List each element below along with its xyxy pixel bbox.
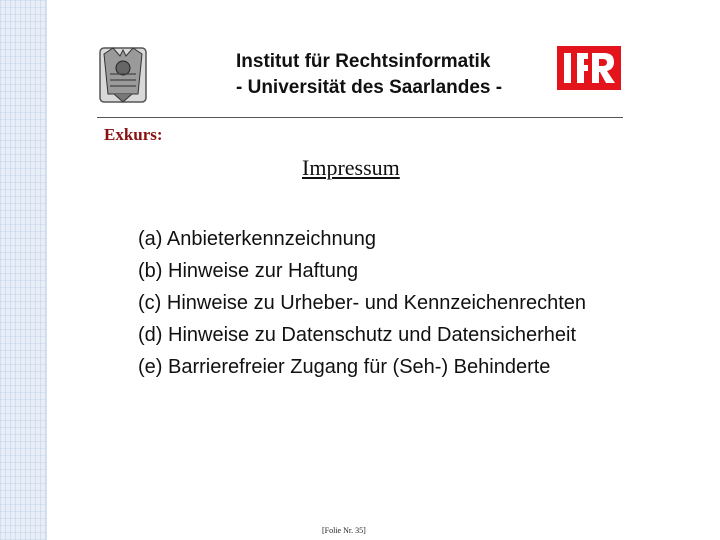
decorative-side-strip: [0, 0, 47, 540]
list-item: (a) Anbieterkennzeichnung: [138, 228, 376, 250]
header-divider: [97, 117, 623, 118]
university-subtitle: - Universität des Saarlandes -: [236, 77, 503, 98]
list-item: (c) Hinweise zu Urheber- und Kennzeichenrechten: [138, 292, 587, 314]
ifr-logo-icon: [557, 46, 621, 90]
list-item: (d) Hinweise zu Datenschutz und Datensicherheit: [138, 324, 576, 346]
list-item: (e) Barrierefreier Zugang für (Seh-) Behinderte: [138, 356, 551, 378]
list-item: (b) Hinweise zur Haftung: [138, 260, 359, 282]
slide-number: [Folie Nr. 35]: [322, 526, 366, 535]
page-title: Impressum: [302, 155, 400, 180]
institute-title: Institut für Rechtsinformatik: [236, 51, 491, 72]
exkurs-label: Exkurs:: [104, 125, 163, 144]
topic-list: [138, 223, 586, 383]
university-seal-icon: [98, 44, 148, 106]
